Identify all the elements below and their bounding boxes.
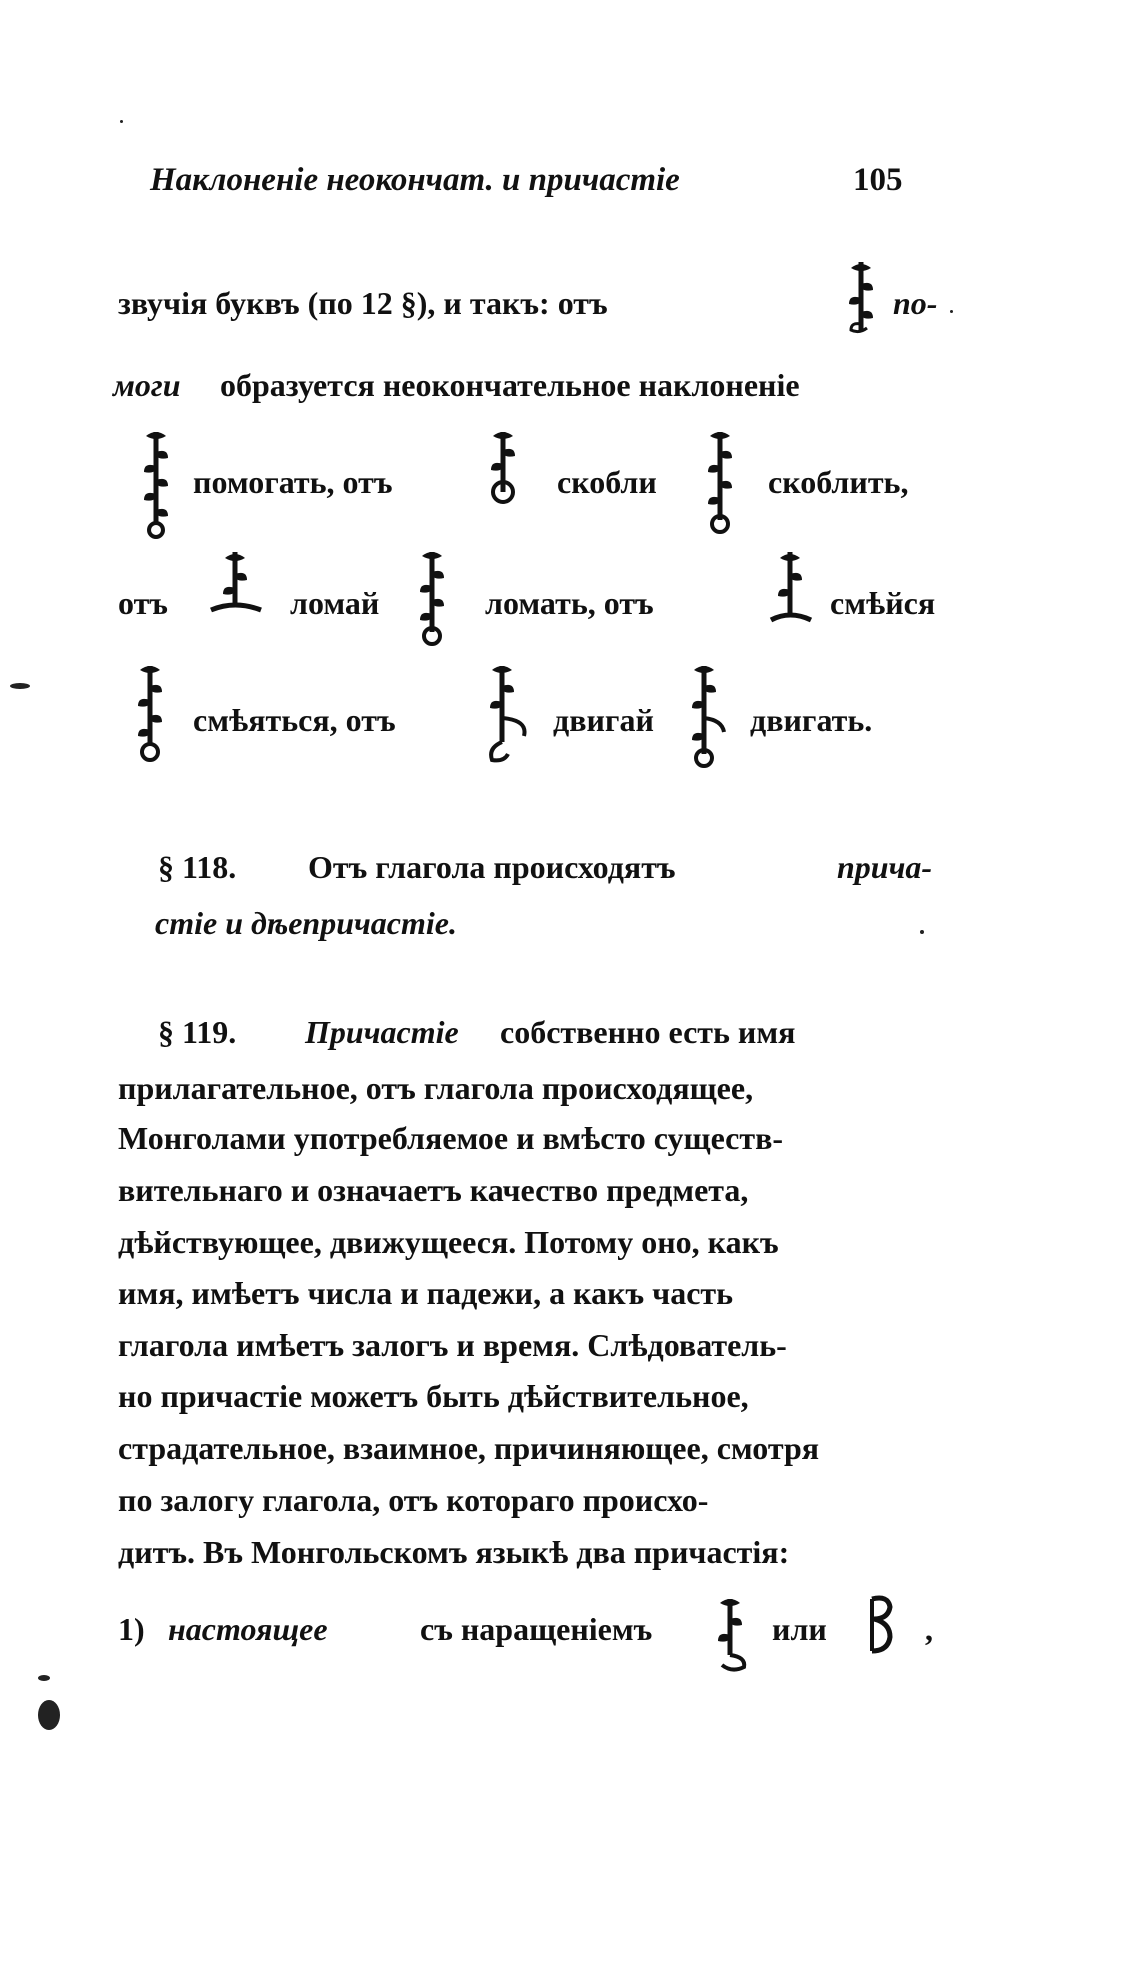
intro-line-1a: звучія буквъ (по 12 §), и такъ: отъ [118,285,608,321]
section-119-term: Причастіе [305,1014,459,1050]
mongolian-word-dvigat-icon [682,662,730,770]
mongolian-word-pomogi-icon [843,258,879,336]
scan-speck [120,120,123,123]
section-119-line: имя, имѣетъ числа и падежи, а какъ часть [118,1275,734,1311]
intro-line-2b: образуется неокончательное наклоненіе [220,367,800,403]
section-119-line: но причастіе можетъ быть дѣйствительное, [118,1378,749,1414]
section-119-line: глагола имѣетъ залогъ и время. Слѣдователь- [118,1327,787,1363]
section-119-line: страдательное, взаимное, причиняющее, смотря [118,1430,820,1466]
intro-line-1b: по- [893,285,938,321]
intro-line-5a: смѣяться, отъ [193,702,396,738]
section-119-line: дѣйствующее, движущееся. Потому оно, какъ [118,1224,779,1260]
intro-line-5c: двигать. [750,702,873,738]
mongolian-word-smeisya-icon [765,548,815,630]
header-title: Наклоненіе неокончат. и причастіе [150,162,680,198]
mongolian-suffix-2-icon [860,1593,900,1659]
mongolian-word-lomat-icon [410,548,454,648]
mongolian-word-pomogat-icon [136,428,176,540]
section-119-last-num: 1) [118,1611,145,1647]
intro-line-5b: двигай [553,702,654,738]
intro-line-4b: ломай [290,585,380,621]
section-119-last-comma: , [925,1611,933,1647]
running-header [150,160,680,200]
section-119-line: Монголами употребляемое и вмѣсто существ- [118,1120,784,1156]
mongolian-word-skoblit-icon [700,428,740,536]
section-118-text: Отъ глагола происходятъ [308,849,676,885]
section-118-number: § 118. [158,849,237,885]
intro-line-3a: помогать, отъ [193,464,393,500]
mongolian-word-dvigai-icon [478,662,534,766]
mongolian-word-lomai-icon [205,548,265,620]
section-119-line: по залогу глагола, отъ котораго происхо- [118,1482,709,1518]
section-119-line: дитъ. Въ Монгольскомъ языкѣ два причастія: [118,1534,790,1570]
intro-line-3b: скобли [557,464,657,500]
scan-speck [38,1675,50,1681]
scan-speck [10,683,30,689]
page-number: 105 [853,162,903,198]
scan-speck [920,930,924,934]
section-119-last-or: или [772,1611,827,1647]
intro-line-4c: ломать, отъ [485,585,654,621]
section-119-last-italic: настоящее [168,1611,328,1647]
intro-line-3c: скоблить, [768,464,909,500]
section-119-line1-rest: собственно есть имя [500,1014,796,1050]
mongolian-suffix-1-icon [710,1595,750,1675]
mongolian-word-skobli-icon [485,428,521,508]
intro-line-2a: моги [113,367,181,403]
section-119-number: § 119. [158,1014,237,1050]
section-119-line: вительнаго и означаетъ качество предмета, [118,1172,749,1208]
section-119-line: прилагательное, отъ глагола происходящее, [118,1070,754,1106]
section-119-last-text: съ наращеніемъ [420,1611,653,1647]
section-118-italic-2: стіе и дѣепричастіе. [155,905,457,941]
mongolian-word-smeyatsya-icon [130,662,170,762]
section-118-italic-1: прича- [837,849,933,885]
intro-line-4a: отъ [118,585,168,621]
intro-line-4d: смѣйся [830,585,936,621]
scan-speck [38,1700,60,1730]
scan-speck [950,310,953,313]
